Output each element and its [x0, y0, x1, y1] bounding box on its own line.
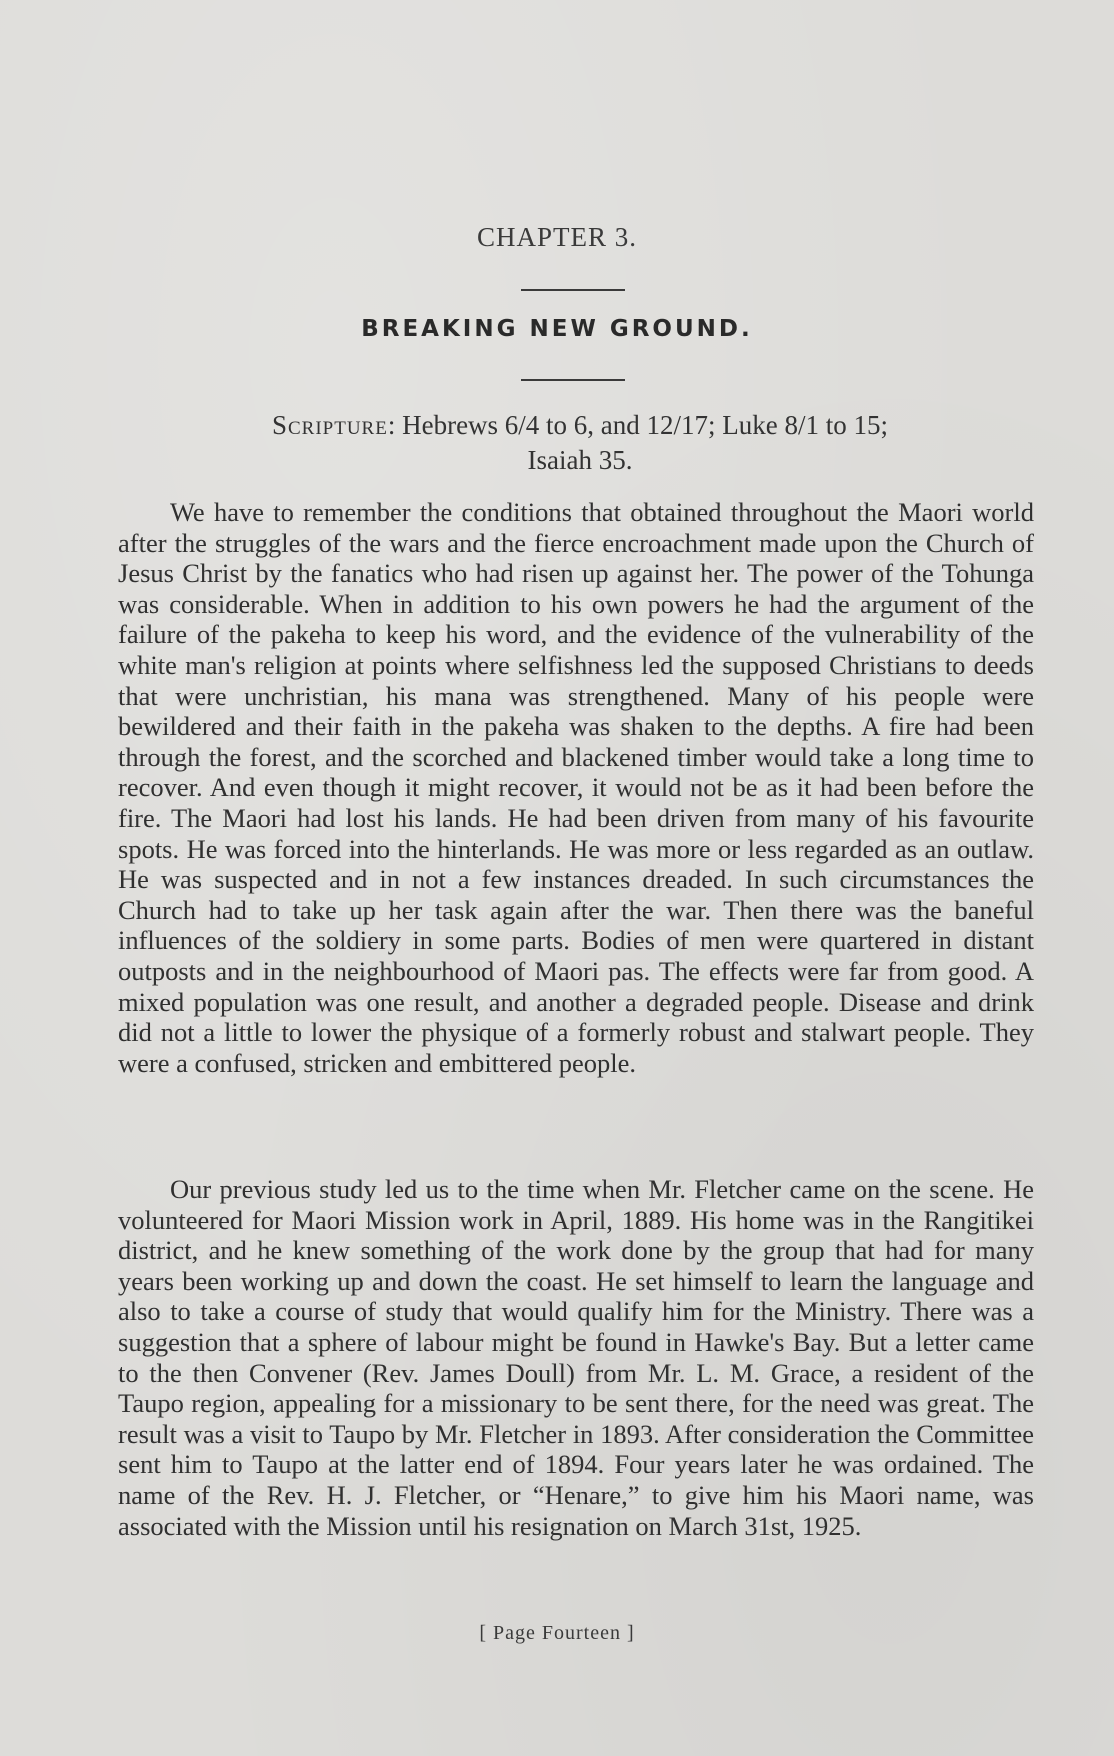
- body-paragraph-2-block: [118, 1174, 1034, 1541]
- scripture-refs: : Hebrews 6/4 to 6, and 12/17; Luke 8/1 to 15;: [387, 410, 889, 440]
- body-paragraph: We have to remember the conditions that obtained throughout the Maori world after the struggles of the wars and the fierce encroachment made upon the Church of Jesus Christ by the fanatics who had risen up against her. The power of the Tohunga was considerable. When in addition to his own powers he had the argument of the failure of the pakeha to keep his word, and the evidence of the vulnerability of the white man's religion at points where selfishness led the supposed Christians to deeds that were unchristian, his mana was strengthened. Many of his people were bewildered and their faith in the pakeha was shaken to the depths. A fire had been through the forest, and the scorched and blackened timber would take a long time to recover. And even though it might recover, it would not be as it had been before the fire. The Maori had lost his lands. He had been driven from many of his favourite spots. He was forced into the hinterlands. He was more or less regarded as an outlaw. He was suspected and in not a few instances dreaded. In such circumstances the Church had to take up her task again after the war. Then there was the baneful influences of the soldiery in some parts. Bodies of men were quartered in distant outposts and in the neighbourhood of Maori pas. The effects were far from good. A mixed population was one result, and another a degraded people. Disease and drink did not a little to lower the physique of a formerly robust and stalwart people. They were a confused, stricken and embittered people.: [118, 497, 1034, 1078]
- scripture-label: Scripture: [271, 410, 388, 440]
- body-paragraph-1-block: [118, 497, 1034, 1078]
- divider-rule-bottom: [521, 379, 625, 381]
- body-paragraph: Our previous study led us to the time when Mr. Fletcher came on the scene. He volunteered for Maori Mission work in April, 1889. His home was in the Rangitikei district, and he knew something of the work done by the group that had for many years been working up and down the coast. He set himself to learn the language and also to take a course of study that would qualify him for the Ministry. There was a suggestion that a sphere of labour might be found in Hawke's Bay. But a letter came to the then Convener (Rev. James Doull) from Mr. L. M. Grace, a resident of the Taupo region, appealing for a missionary to be sent there, for the need was great. The result was a visit to Taupo by Mr. Fletcher in 1893. After consideration the Committee sent him to Taupo at the latter end of 1894. Four years later he was ordained. The name of the Rev. H. J. Fletcher, or “Henare,” to give him his Maori name, was associated with the Mission until his resignation on March 31st, 1925.: [118, 1174, 1034, 1541]
- scripture-line-2: Isaiah 35.: [527, 445, 633, 475]
- chapter-title: BREAKING NEW GROUND.: [361, 316, 753, 342]
- divider-rule-top: [521, 289, 625, 291]
- scripture-reference: [160, 408, 1000, 478]
- scripture-line-1: [160, 408, 1000, 443]
- page-number-footer: [ Page Fourteen ]: [479, 1622, 635, 1644]
- chapter-heading: CHAPTER 3.: [476, 222, 638, 252]
